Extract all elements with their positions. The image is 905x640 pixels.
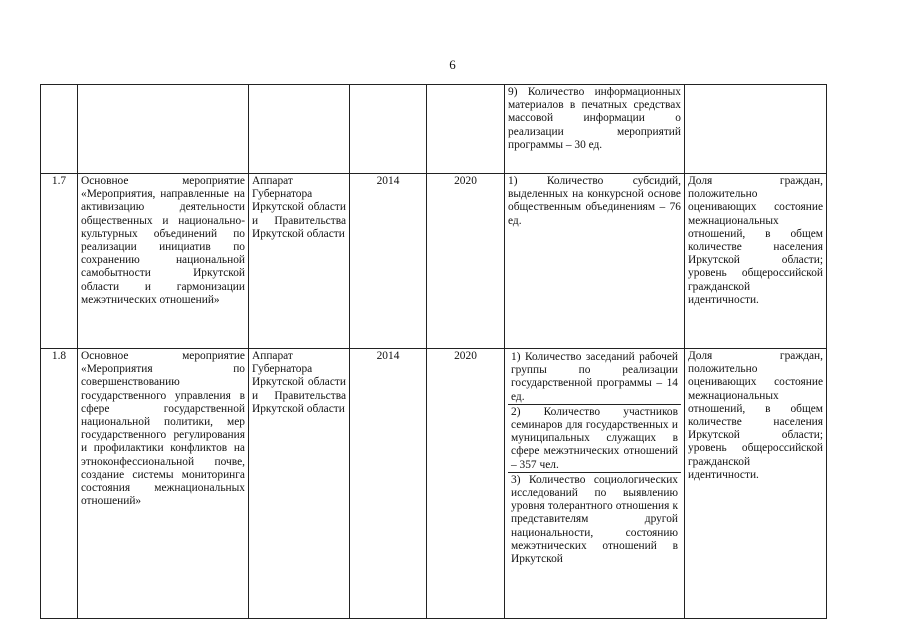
result-item: 2) Количество участников семинаров для государственных и муниципальных служащих в сфере межэтнических отношений – 357 чел.	[508, 405, 681, 473]
activity-cell: Основное мероприятие «Мероприятия, направленные на активизацию деятельности общественных и национально-культурных объединений по реализации инициатив по сохранению национальной самобытности Иркутской области и гармонизации межэтнических отношений»	[78, 174, 249, 349]
indicator-cell: Доля граждан, положительно оценивающих состояние межнациональных отношений, в общем количестве населения Иркутской области; уровень общероссийской гражданской идентичности.	[685, 174, 827, 349]
year-start-cell: 2014	[350, 349, 427, 619]
program-activities-table	[40, 84, 827, 619]
row-number	[41, 85, 78, 174]
table-row	[41, 85, 827, 174]
year-end-cell: 2020	[427, 349, 505, 619]
row-number: 1.8	[41, 349, 78, 619]
executor-cell: Аппарат Губернатора Иркутской области и Правительства Иркутской области	[249, 174, 350, 349]
result-item: 3) Количество социологических исследований по выявлению уровня толерантного отношения к представителям другой национальности, состоянию межэтнических отношений в Иркутской	[511, 473, 678, 566]
year-start-cell	[350, 85, 427, 174]
result-item: 1) Количество заседаний рабочей группы по реализации государственной программы – 14 ед.	[508, 350, 681, 405]
activity-cell: Основное мероприятие «Мероприятия по совершенствованию государственного управления в сфере государственной национальной политики, мер государственного регулирования и профилактики конфликтов на этноконфессиональной почве, создание системы мониторинга состояния межнациональных отношений»	[78, 349, 249, 619]
table-row	[41, 174, 827, 349]
indicator-cell: Доля граждан, положительно оценивающих состояние межнациональных отношений, в общем количестве населения Иркутской области; уровень общероссийской гражданской идентичности.	[685, 349, 827, 619]
year-end-cell	[427, 85, 505, 174]
activity-cell	[78, 85, 249, 174]
results-cell	[505, 349, 685, 619]
executor-cell: Аппарат Губернатора Иркутской области и Правительства Иркутской области	[249, 349, 350, 619]
table-row	[41, 349, 827, 619]
result-cell: 9) Количество информационных материалов в печатных средствах массовой информации о реализации мероприятий программы – 30 ед.	[505, 85, 685, 174]
page-number: 6	[449, 57, 456, 72]
year-end-cell: 2020	[427, 174, 505, 349]
executor-cell	[249, 85, 350, 174]
indicator-cell	[685, 85, 827, 174]
row-number: 1.7	[41, 174, 78, 349]
result-cell: 1) Количество субсидий, выделенных на конкурсной основе общественным объединениям – 76 ед.	[505, 174, 685, 349]
year-start-cell: 2014	[350, 174, 427, 349]
